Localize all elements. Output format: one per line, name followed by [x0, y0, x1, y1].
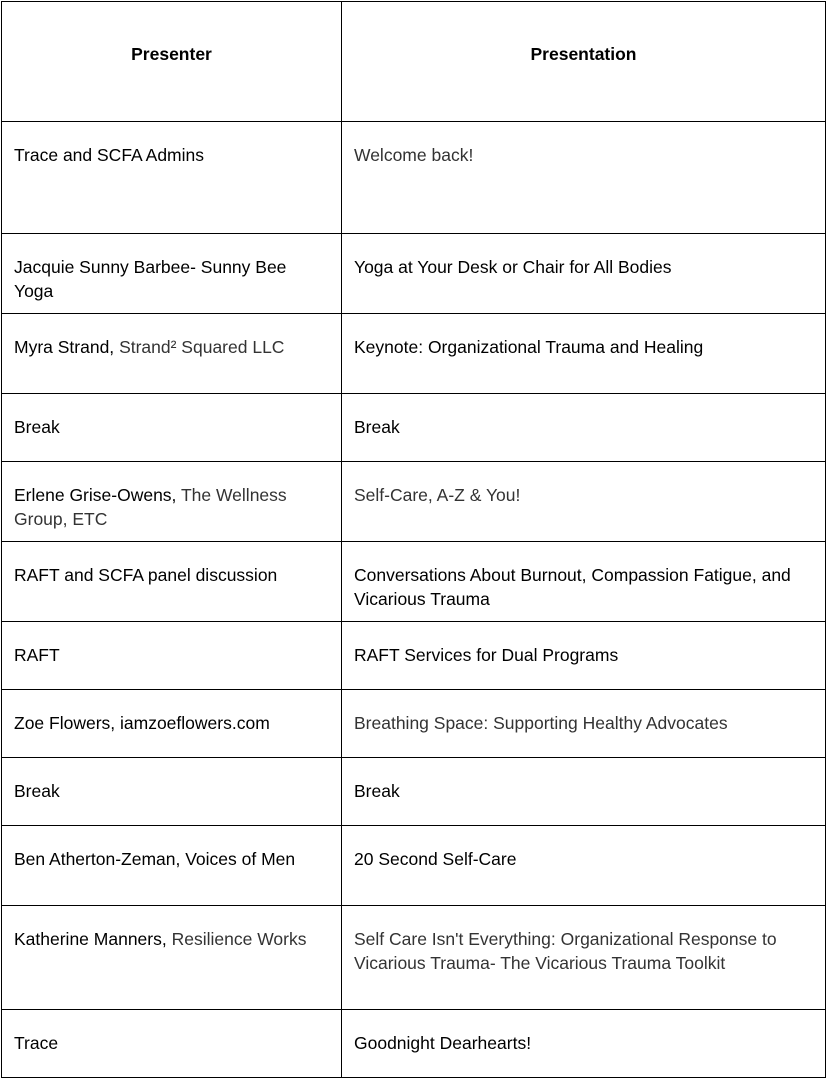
presenter-cell — [2, 234, 342, 314]
table-row — [2, 826, 826, 906]
presenter-cell — [2, 542, 342, 622]
presenter-name: Myra Strand, — [14, 337, 115, 357]
presenter-cell — [2, 394, 342, 462]
presenter-name: RAFT and SCFA panel discussion — [14, 565, 278, 585]
table-row — [2, 1010, 826, 1078]
presenter-cell — [2, 758, 342, 826]
presenter-header: Presenter — [2, 2, 342, 122]
presenter-name: Jacquie Sunny Barbee- Sunny Bee Yoga — [14, 257, 287, 301]
presenter-cell — [2, 622, 342, 690]
presentation-cell: Break — [342, 758, 826, 826]
presenter-cell — [2, 1010, 342, 1078]
presenter-name: RAFT — [14, 645, 60, 665]
table-row — [2, 758, 826, 826]
presenter-name: Break — [14, 417, 60, 437]
table-row — [2, 622, 826, 690]
presentation-cell: Goodnight Dearhearts! — [342, 1010, 826, 1078]
presenter-cell — [2, 826, 342, 906]
table-row — [2, 394, 826, 462]
table-row — [2, 462, 826, 542]
presenter-cell — [2, 122, 342, 234]
presenter-org: Resilience Works — [171, 929, 307, 949]
presentation-cell: Keynote: Organizational Trauma and Healing — [342, 314, 826, 394]
presenter-name: Ben Atherton-Zeman, Voices of Men — [14, 849, 296, 869]
presentation-cell: 20 Second Self-Care — [342, 826, 826, 906]
schedule-table — [1, 1, 826, 1078]
presenter-name: Erlene Grise-Owens, — [14, 485, 177, 505]
table-row — [2, 690, 826, 758]
presenter-name: Break — [14, 781, 60, 801]
presenter-cell — [2, 690, 342, 758]
table-row — [2, 234, 826, 314]
table-row — [2, 906, 826, 1010]
presenter-name: Trace — [14, 1033, 59, 1053]
presenter-name: Trace and SCFA Admins — [14, 145, 204, 165]
presentation-cell: Yoga at Your Desk or Chair for All Bodies — [342, 234, 826, 314]
presenter-cell — [2, 906, 342, 1010]
presenter-name: Katherine Manners, — [14, 929, 167, 949]
presenter-cell — [2, 314, 342, 394]
presenter-name: Zoe Flowers, iamzoeflowers.com — [14, 713, 270, 733]
header-row — [2, 2, 826, 122]
presenter-cell — [2, 462, 342, 542]
presentation-cell: RAFT Services for Dual Programs — [342, 622, 826, 690]
presenter-org: The Wellness Group, ETC — [14, 485, 287, 529]
presenter-org: Strand² Squared LLC — [119, 337, 285, 357]
presentation-cell: Welcome back! — [342, 122, 826, 234]
presentation-cell: Breathing Space: Supporting Healthy Advocates — [342, 690, 826, 758]
table-row — [2, 314, 826, 394]
table-row — [2, 122, 826, 234]
presentation-cell: Self-Care, A-Z & You! — [342, 462, 826, 542]
presentation-header: Presentation — [342, 2, 826, 122]
presentation-cell: Break — [342, 394, 826, 462]
presentation-cell: Self Care Isn't Everything: Organizational Response to Vicarious Trauma- The Vicarious Trauma Toolkit — [342, 906, 826, 1010]
presentation-cell: Conversations About Burnout, Compassion Fatigue, and Vicarious Trauma — [342, 542, 826, 622]
table-row — [2, 542, 826, 622]
